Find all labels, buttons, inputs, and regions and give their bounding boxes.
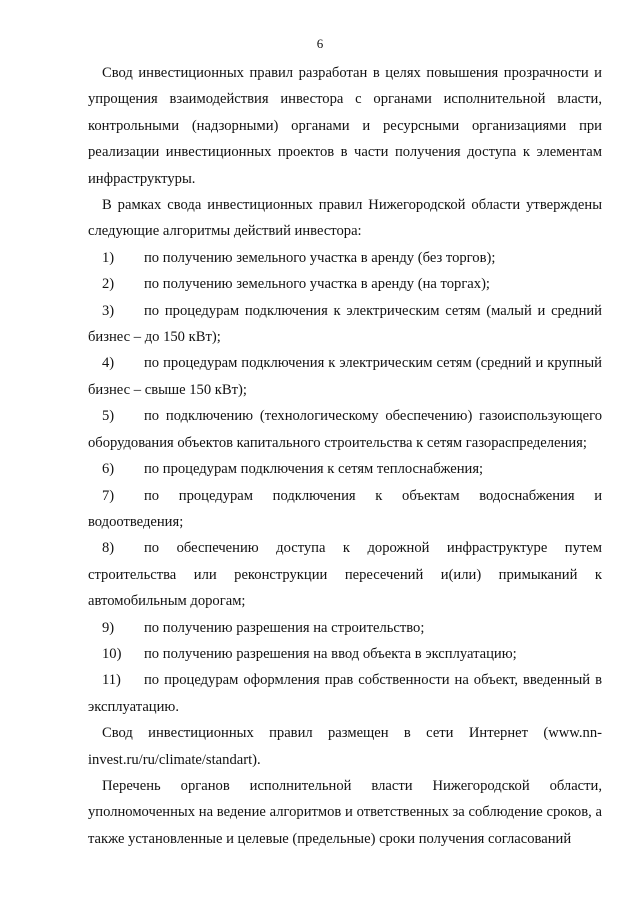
- list-item-text: по обеспечению доступа к дорожной инфраструктуре путем строительства или реконструкции пересечений и(или) примыканий к автомобильным дорогам;: [88, 540, 602, 610]
- list-item-text: по процедурам подключения к электрическим сетям (средний и крупный бизнес – свыше 150 кВт);: [88, 355, 602, 398]
- list-item-text: по процедурам подключения к электрическим сетям (малый и средний бизнес – до 150 кВт);: [88, 302, 602, 346]
- list-item-number: 2): [102, 276, 115, 293]
- internet-location-paragraph: Свод инвестиционных правил размещен в сети Интернет (www.nn-invest.ru/ru/climate/standart).: [88, 725, 602, 768]
- list-item-text: по подключению (технологическому обеспечению) газоиспользующего оборудования объектов капитального строительства к сетям газораспределения;: [88, 408, 602, 451]
- list-item-number: 4): [102, 355, 115, 372]
- list-item-text: по процедурам подключения к сетям теплоснабжения;: [144, 461, 484, 478]
- list-item-text: по получению земельного участка в аренду (на торгах);: [144, 276, 490, 293]
- list-item-number: 8): [102, 540, 115, 557]
- list-item-text: по получению земельного участка в аренду (без торгов);: [144, 249, 496, 266]
- list-item-11: [88, 667, 602, 720]
- list-item-number: 6): [102, 461, 115, 478]
- list-item-number: 3): [102, 302, 115, 319]
- list-item-number: 10): [102, 645, 122, 662]
- list-item-2: [88, 271, 602, 297]
- list-item-10: [88, 641, 602, 667]
- document-body: [88, 60, 602, 852]
- list-item-9: [88, 615, 602, 641]
- list-item-7: [88, 483, 602, 536]
- list-item-6: [88, 456, 602, 482]
- list-item-number: 11): [102, 672, 121, 689]
- list-item-text: по получению разрешения на ввод объекта в эксплуатацию;: [144, 645, 517, 662]
- list-item-5: [88, 403, 602, 456]
- list-item-3: [88, 298, 602, 351]
- list-item-number: 1): [102, 249, 115, 266]
- responsible-bodies-paragraph: Перечень органов исполнительной власти Нижегородской области, уполномоченных на ведение алгоритмов и ответственных за соблюдение сроков, а также установленные и целевые (предельные) сроки получения согласований: [88, 777, 602, 847]
- list-item-number: 5): [102, 408, 115, 425]
- list-item-text: по получению разрешения на строительство;: [144, 619, 425, 636]
- list-item-text: по процедурам подключения к объектам водоснабжения и водоотведения;: [88, 487, 602, 530]
- list-item-number: 9): [102, 619, 115, 636]
- list-item-1: [88, 245, 602, 271]
- algorithms-intro-paragraph: В рамках свода инвестиционных правил Нижегородской области утверждены следующие алгоритмы действий инвестора:: [88, 197, 602, 240]
- list-item-number: 7): [102, 487, 115, 504]
- intro-paragraph: Свод инвестиционных правил разработан в целях повышения прозрачности и упрощения взаимодействия инвестора с органами исполнительной власти, контрольными (надзорными) органами и ресурсными организациями при реализации инвестиционных проектов в части получения доступа к элементам инфраструктуры.: [88, 65, 602, 187]
- page-number: 6: [316, 36, 324, 51]
- list-item-8: [88, 535, 602, 614]
- list-item-4: [88, 350, 602, 403]
- list-item-text: по процедурам оформления прав собственности на объект, введенный в эксплуатацию.: [88, 672, 602, 715]
